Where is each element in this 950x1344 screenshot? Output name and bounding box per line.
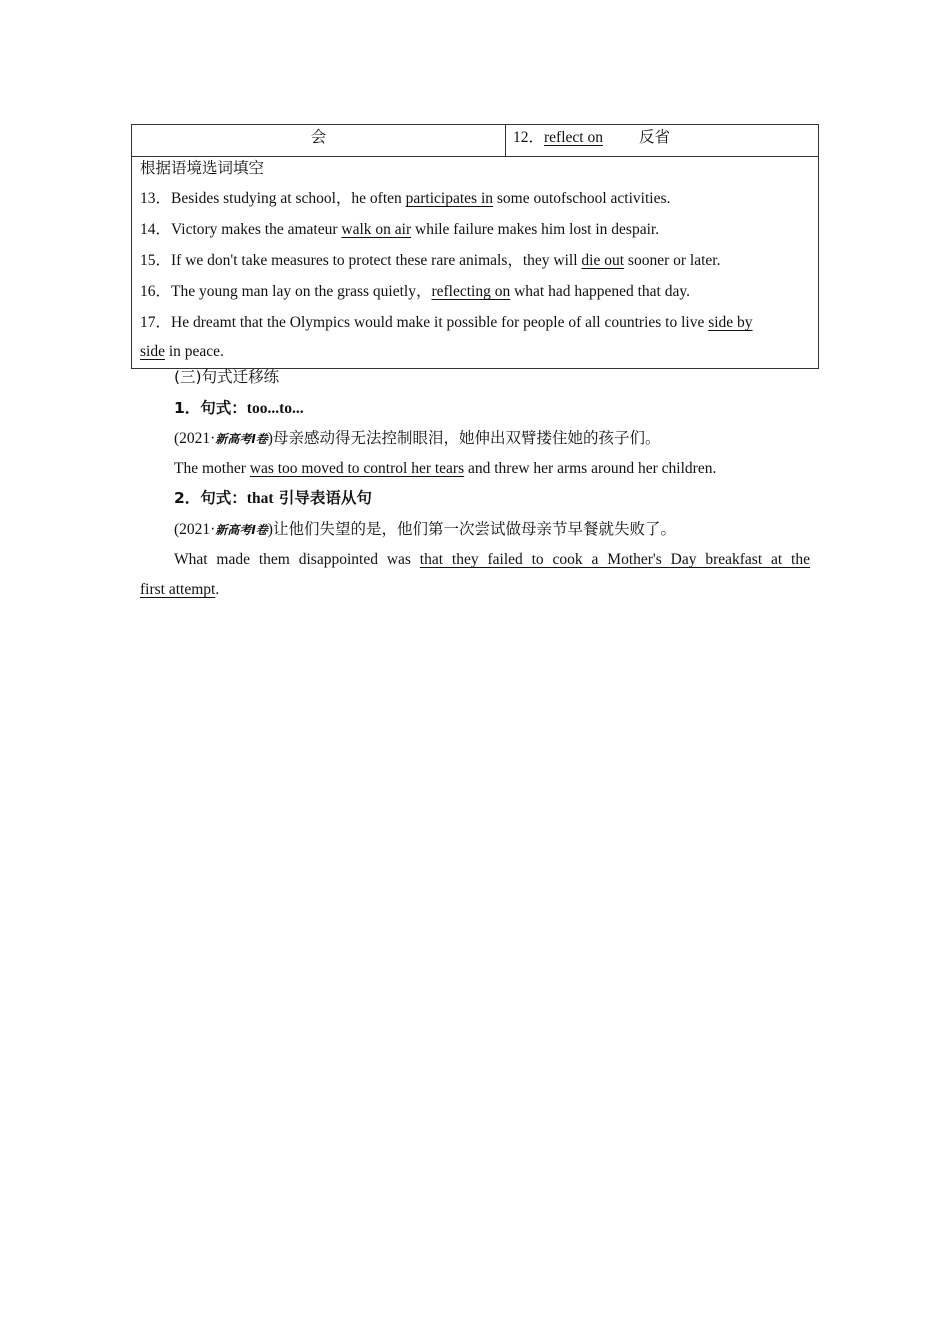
vocabulary-table (131, 124, 819, 369)
item-text: in peace. (164, 343, 224, 360)
list-item (140, 315, 753, 331)
sentence-answer: that they failed to cook a Mother's Day breakfast at the (419, 551, 810, 568)
item-number: 16． (140, 283, 172, 300)
source-exam: 新高考Ⅰ卷 (215, 523, 268, 537)
phrase-meaning: 反省 (638, 128, 670, 146)
pattern-label: 1．句式： (174, 399, 247, 417)
pattern-text: that (246, 490, 274, 507)
item-number: 15． (140, 252, 172, 269)
item-answer: reflecting on (431, 283, 511, 300)
sentence-answer: was too moved to control her tears (249, 460, 465, 477)
pattern-text: too...to... (246, 400, 304, 417)
item-number: 12． (513, 129, 545, 146)
item-text: sooner or later. (624, 252, 721, 269)
item-number: 17． (140, 314, 172, 331)
example-2-english (174, 552, 810, 568)
fill-in-block (132, 157, 818, 368)
sentence-answer: first attempt (140, 581, 216, 598)
item-number: 13． (140, 190, 172, 207)
item-text: some outofschool activities. (493, 190, 671, 207)
section-heading: (三)句式迁移练 (174, 368, 280, 386)
item-text: what had happened that day. (510, 283, 690, 300)
source-tag: (2021· (174, 430, 216, 447)
pattern-heading-1 (174, 401, 304, 417)
cell-text: 会 (310, 128, 327, 146)
example-1-english (174, 461, 716, 477)
list-item (140, 284, 690, 300)
sentence-text: What made them disappointed was (174, 551, 420, 568)
item-text: Besides studying at school，he often (171, 190, 406, 207)
item-answer: side (140, 343, 165, 360)
list-item (140, 222, 659, 238)
source-tag: ) (267, 430, 273, 447)
item-number: 14． (140, 221, 172, 238)
section-title: 根据语境选词填空 (140, 159, 265, 177)
item-answer: die out (581, 252, 625, 269)
item-text: Victory makes the amateur (171, 221, 342, 238)
sentence-text: and threw her arms around her children. (464, 460, 717, 477)
pattern-label: 引导表语从句 (273, 489, 372, 507)
item-text: If we don't take measures to protect these rare animals，they will (171, 252, 582, 269)
source-tag: ) (267, 521, 273, 538)
item-answer: side by (708, 314, 753, 331)
example-2-chinese (174, 522, 676, 538)
chinese-sentence: 让他们失望的是，他们第一次尝试做母亲节早餐就失败了。 (272, 520, 676, 538)
chinese-sentence: 母亲感动得无法控制眼泪，她伸出双臂搂住她的孩子们。 (272, 429, 661, 447)
list-item (140, 191, 670, 207)
item-text: The young man lay on the grass quietly， (171, 283, 432, 300)
item-answer: walk on air (341, 221, 412, 238)
item-answer: participates in (405, 190, 494, 207)
table-cell-left (132, 125, 506, 156)
item-text: while failure makes him lost in despair. (411, 221, 660, 238)
table-cell-right (513, 125, 670, 150)
list-item (140, 253, 720, 269)
item-text: He dreamt that the Olympics would make it possible for people of all countries to live (171, 314, 709, 331)
pattern-label: 2．句式： (174, 489, 247, 507)
example-1-chinese (174, 431, 660, 447)
source-tag: (2021· (174, 521, 216, 538)
table-row (132, 125, 818, 157)
sentence-text: The mother (174, 460, 250, 477)
pattern-heading-2 (174, 491, 372, 507)
source-exam: 新高考Ⅰ卷 (215, 432, 268, 446)
list-item-continuation (140, 344, 224, 360)
sentence-text: . (215, 581, 220, 598)
example-2-english-continuation (140, 582, 219, 598)
phrase: reflect on (544, 129, 603, 146)
